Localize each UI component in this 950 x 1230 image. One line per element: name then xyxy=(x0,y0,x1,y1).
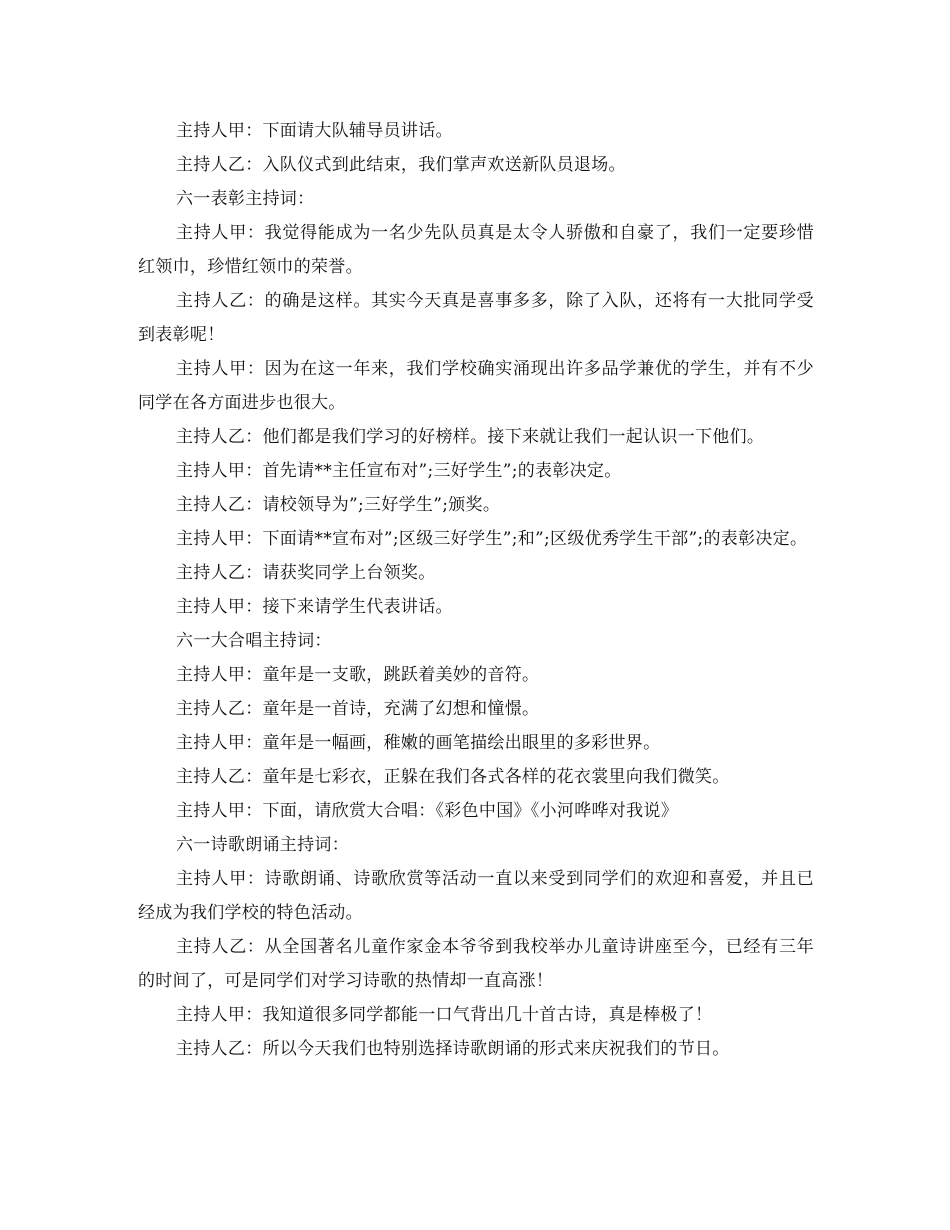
paragraph: 主持人甲：下面，请欣赏大合唱：《彩色中国》《小河哗哗对我说》 xyxy=(176,801,678,821)
paragraph: 主持人甲：下面请大队辅导员讲话。 xyxy=(176,121,453,141)
paragraph: 主持人甲：下面请**宣布对”;区级三好学生”;和”;区级优秀学生干部”;的表彰决定。 xyxy=(176,529,808,549)
paragraph: 主持人甲：我觉得能成为一名少先队员真是太令人骄傲和自豪了，我们一定要珍惜红领巾，珍惜红领巾的荣誉。 xyxy=(138,223,814,277)
paragraph: 主持人甲：诗歌朗诵、诗歌欣赏等活动一直以来受到同学们的欢迎和喜爱，并且已经成为我们学校的特色活动。 xyxy=(138,869,814,923)
paragraph: 主持人乙：童年是七彩衣，正躲在我们各式各样的花衣裳里向我们微笑。 xyxy=(176,767,730,787)
section-heading: 六一表彰主持词： xyxy=(176,189,315,209)
paragraph: 主持人甲：接下来请学生代表讲话。 xyxy=(176,597,453,617)
paragraph: 主持人乙：请获奖同学上台领奖。 xyxy=(176,563,436,583)
document-page xyxy=(138,114,814,1066)
paragraph: 主持人乙：请校领导为”;三好学生”;颁奖。 xyxy=(176,495,501,515)
paragraph: 主持人乙：的确是这样。其实今天真是喜事多多，除了入队，还将有一大批同学受到表彰呢！ xyxy=(138,291,814,345)
section-heading: 六一诗歌朗诵主持词： xyxy=(176,835,349,855)
paragraph: 主持人甲：童年是一支歌，跳跃着美妙的音符。 xyxy=(176,665,540,685)
paragraph: 主持人甲：因为在这一年来，我们学校确实涌现出许多品学兼优的学生，并有不少同学在各方面进步也很大。 xyxy=(138,359,814,413)
paragraph: 主持人乙：童年是一首诗，充满了幻想和憧憬。 xyxy=(176,699,540,719)
paragraph: 主持人乙：他们都是我们学习的好榜样。接下来就让我们一起认识一下他们。 xyxy=(176,427,765,447)
paragraph: 主持人乙：所以今天我们也特别选择诗歌朗诵的形式来庆祝我们的节日。 xyxy=(176,1039,730,1059)
paragraph: 主持人甲：首先请**主任宣布对”;三好学生”;的表彰决定。 xyxy=(176,461,622,481)
paragraph: 主持人乙：入队仪式到此结束，我们掌声欢送新队员退场。 xyxy=(176,155,626,175)
section-heading: 六一大合唱主持词： xyxy=(176,631,332,651)
paragraph: 主持人甲：我知道很多同学都能一口气背出几十首古诗，真是棒极了！ xyxy=(176,1005,713,1025)
paragraph: 主持人甲：童年是一幅画，稚嫩的画笔描绘出眼里的多彩世界。 xyxy=(176,733,661,753)
paragraph: 主持人乙：从全国著名儿童作家金本爷爷到我校举办儿童诗讲座至今，已经有三年的时间了，可是同学们对学习诗歌的热情却一直高涨！ xyxy=(138,937,814,991)
